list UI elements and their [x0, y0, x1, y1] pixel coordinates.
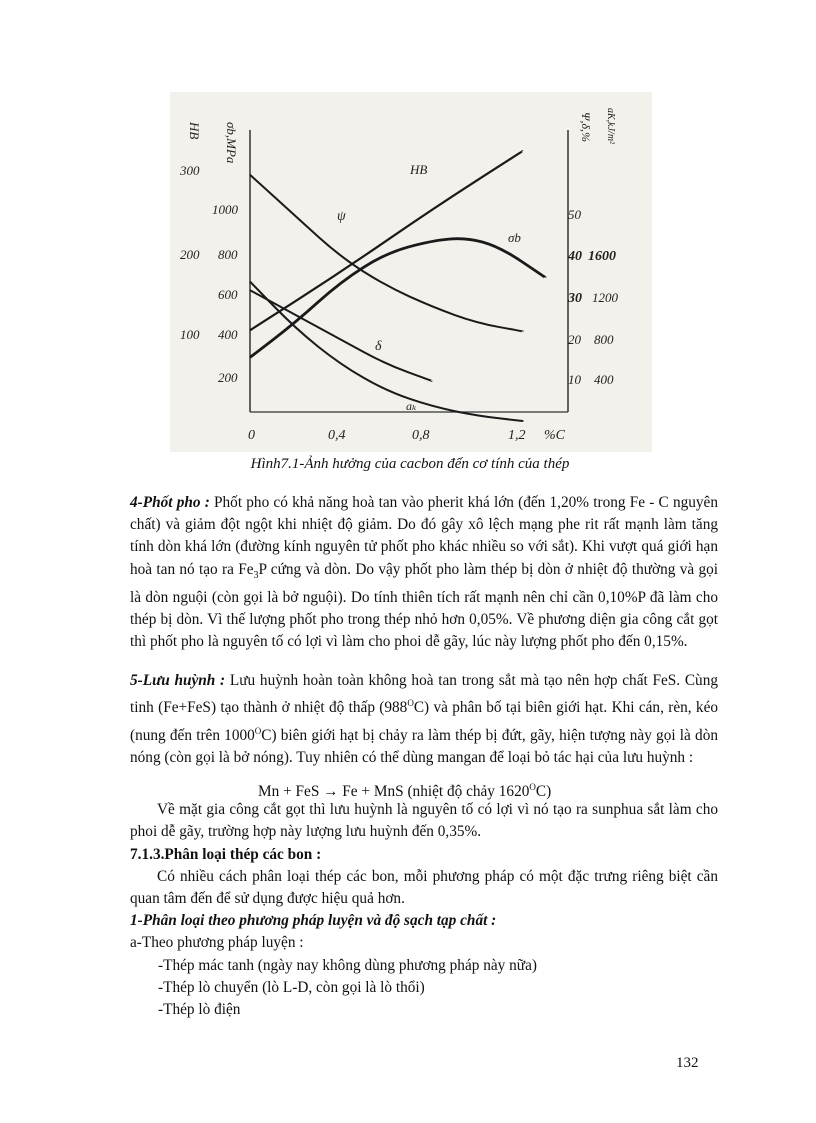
- hb-tick: 100: [180, 327, 200, 342]
- psi-axis-title: Ψ,δ,%: [579, 112, 593, 143]
- curve-σb: [250, 239, 545, 358]
- sigma-tick: 1000: [212, 202, 238, 217]
- arrow-icon: →: [323, 783, 339, 801]
- sulfur-machining-paragraph: Về mặt gia công cắt gọt thì lưu huỳnh là nguyên tố có lợi vì nó tạo ra sunphua sắt làm cho phoi dễ gãy, trường hợp này lượng lưu huỳnh đến 0,35%.: [130, 801, 718, 841]
- sigma-tick: 400: [218, 327, 238, 342]
- list-item: -Thép mác tanh (ngày nay không dùng phương pháp này nữa): [158, 957, 537, 974]
- sigma-axis-title: σb,MPa: [224, 122, 239, 164]
- list-item: -Thép lò điện: [158, 1001, 241, 1018]
- ak-tick: 1600: [588, 249, 616, 264]
- curve-label-hb: HB: [410, 162, 428, 177]
- section-heading-7-1-3: 7.1.3.Phân loại thép các bon :: [130, 846, 322, 863]
- list-heading-a: a-Theo phương pháp luyện :: [130, 934, 304, 951]
- x-tick: 0,4: [328, 428, 346, 443]
- x-tick: %C: [544, 428, 565, 443]
- hb-tick: 200: [180, 247, 200, 262]
- ak-axis-title: aK,kJ/m²: [605, 108, 616, 145]
- hb-tick: 300: [180, 163, 200, 178]
- phosphorus-heading: 4-Phốt pho :: [130, 494, 210, 511]
- x-tick: 0,8: [412, 428, 430, 443]
- curve-label-ak: aₖ: [406, 399, 417, 413]
- psi-tick: 50: [568, 207, 581, 222]
- curve-label-psi: ψ: [337, 209, 346, 224]
- curve-aₖ: [250, 282, 523, 421]
- ak-tick: 1200: [592, 290, 618, 305]
- ak-tick: 400: [594, 372, 614, 387]
- x-tick: 1,2: [508, 428, 526, 443]
- sigma-tick: 800: [218, 247, 238, 262]
- sulfur-heading: 5-Lưu huỳnh :: [130, 672, 226, 689]
- figure-caption: Hình7.1-Ảnh hưởng của cacbon đến cơ tính của thép: [250, 456, 570, 472]
- curve-label-sigma: σb: [508, 230, 521, 245]
- sigma-tick: 600: [218, 287, 238, 302]
- sulfur-paragraph: 5-Lưu huỳnh : Lưu huỳnh hoàn toàn không hoà tan trong sắt mà tạo nên hợp chất FeS. Cùng tinh (Fe+FeS) tạo thành ở nhiệt độ thấp $(988^OC)$ và phân bố tại biên giới hạt. Khi cán, rèn, kéo (nung đến trên $1000^OC$) biên giới hạt bị chảy ra làm thép bị đứt, gãy, hiện tượng này gọi là dòn nóng (còn gọi là bở nóng). Tuy nhiên có thể dùng mangan để loại bỏ tác hại của lưu huỳnh :: [130, 672, 719, 766]
- psi-tick: 20: [568, 332, 581, 347]
- reaction-equation: Mn + FeS → Fe + MnS (nhiệt độ chảy $1620^OC$): [258, 782, 552, 801]
- page-number: 132: [676, 1055, 699, 1071]
- classification-intro: Có nhiều cách phân loại thép các bon, mỗi phương pháp có một đặc trưng riêng biệt cần quan tâm đến để sử dụng được hiệu quả hơn.: [130, 868, 718, 908]
- psi-tick: 10: [568, 372, 581, 387]
- psi-tick: 30: [568, 291, 582, 306]
- phosphorus-paragraph: 4-Phốt pho : Phốt pho có khả năng hoà tan vào pherit khá lớn (đến 1,20% trong Fe - C nguyên chất) và giảm đột ngột khi nhiệt độ giảm. Do đó gây xô lệch mạng phe rit rất mạnh làm tăng tính dòn khá lớn (đường kính nguyên tử phốt pho khác nhiều so với sắt). Khi vượt quá giới hạn hoà tan nó tạo ra $Fe_3P$ cứng và dòn. Do vậy phốt pho làm thép bị dòn ở nhiệt độ thường và gọi là dòn nguội (còn gọi là bở nguội). Do tính thiên tích rất mạnh nên chỉ cần 0,10%P đã làm cho thép bị dòn. Vì thế lượng phốt pho trong thép nhỏ hơn 0,05%. Về phương diện gia công cắt gọt thì phốt pho là nguyên tố có lợi vì làm cho phoi dễ gãy, lúc này lượng phốt pho đến 0,15%.: [130, 494, 719, 651]
- sigma-tick: 200: [218, 370, 238, 385]
- ak-tick: 800: [594, 332, 614, 347]
- curve-label-delta: δ: [375, 339, 382, 354]
- figure-7-1: [170, 92, 652, 452]
- x-tick: 0: [248, 428, 255, 443]
- list-item: -Thép lò chuyển (lò L-D, còn gọi là lò thổi): [158, 979, 425, 996]
- psi-tick: 40: [568, 249, 582, 264]
- hb-axis-title: HB: [187, 122, 202, 140]
- carbon-chart: [170, 92, 652, 452]
- subsection-heading-1: 1-Phân loại theo phương pháp luyện và độ sạch tạp chất :: [130, 912, 497, 929]
- curve-ψ: [250, 175, 523, 332]
